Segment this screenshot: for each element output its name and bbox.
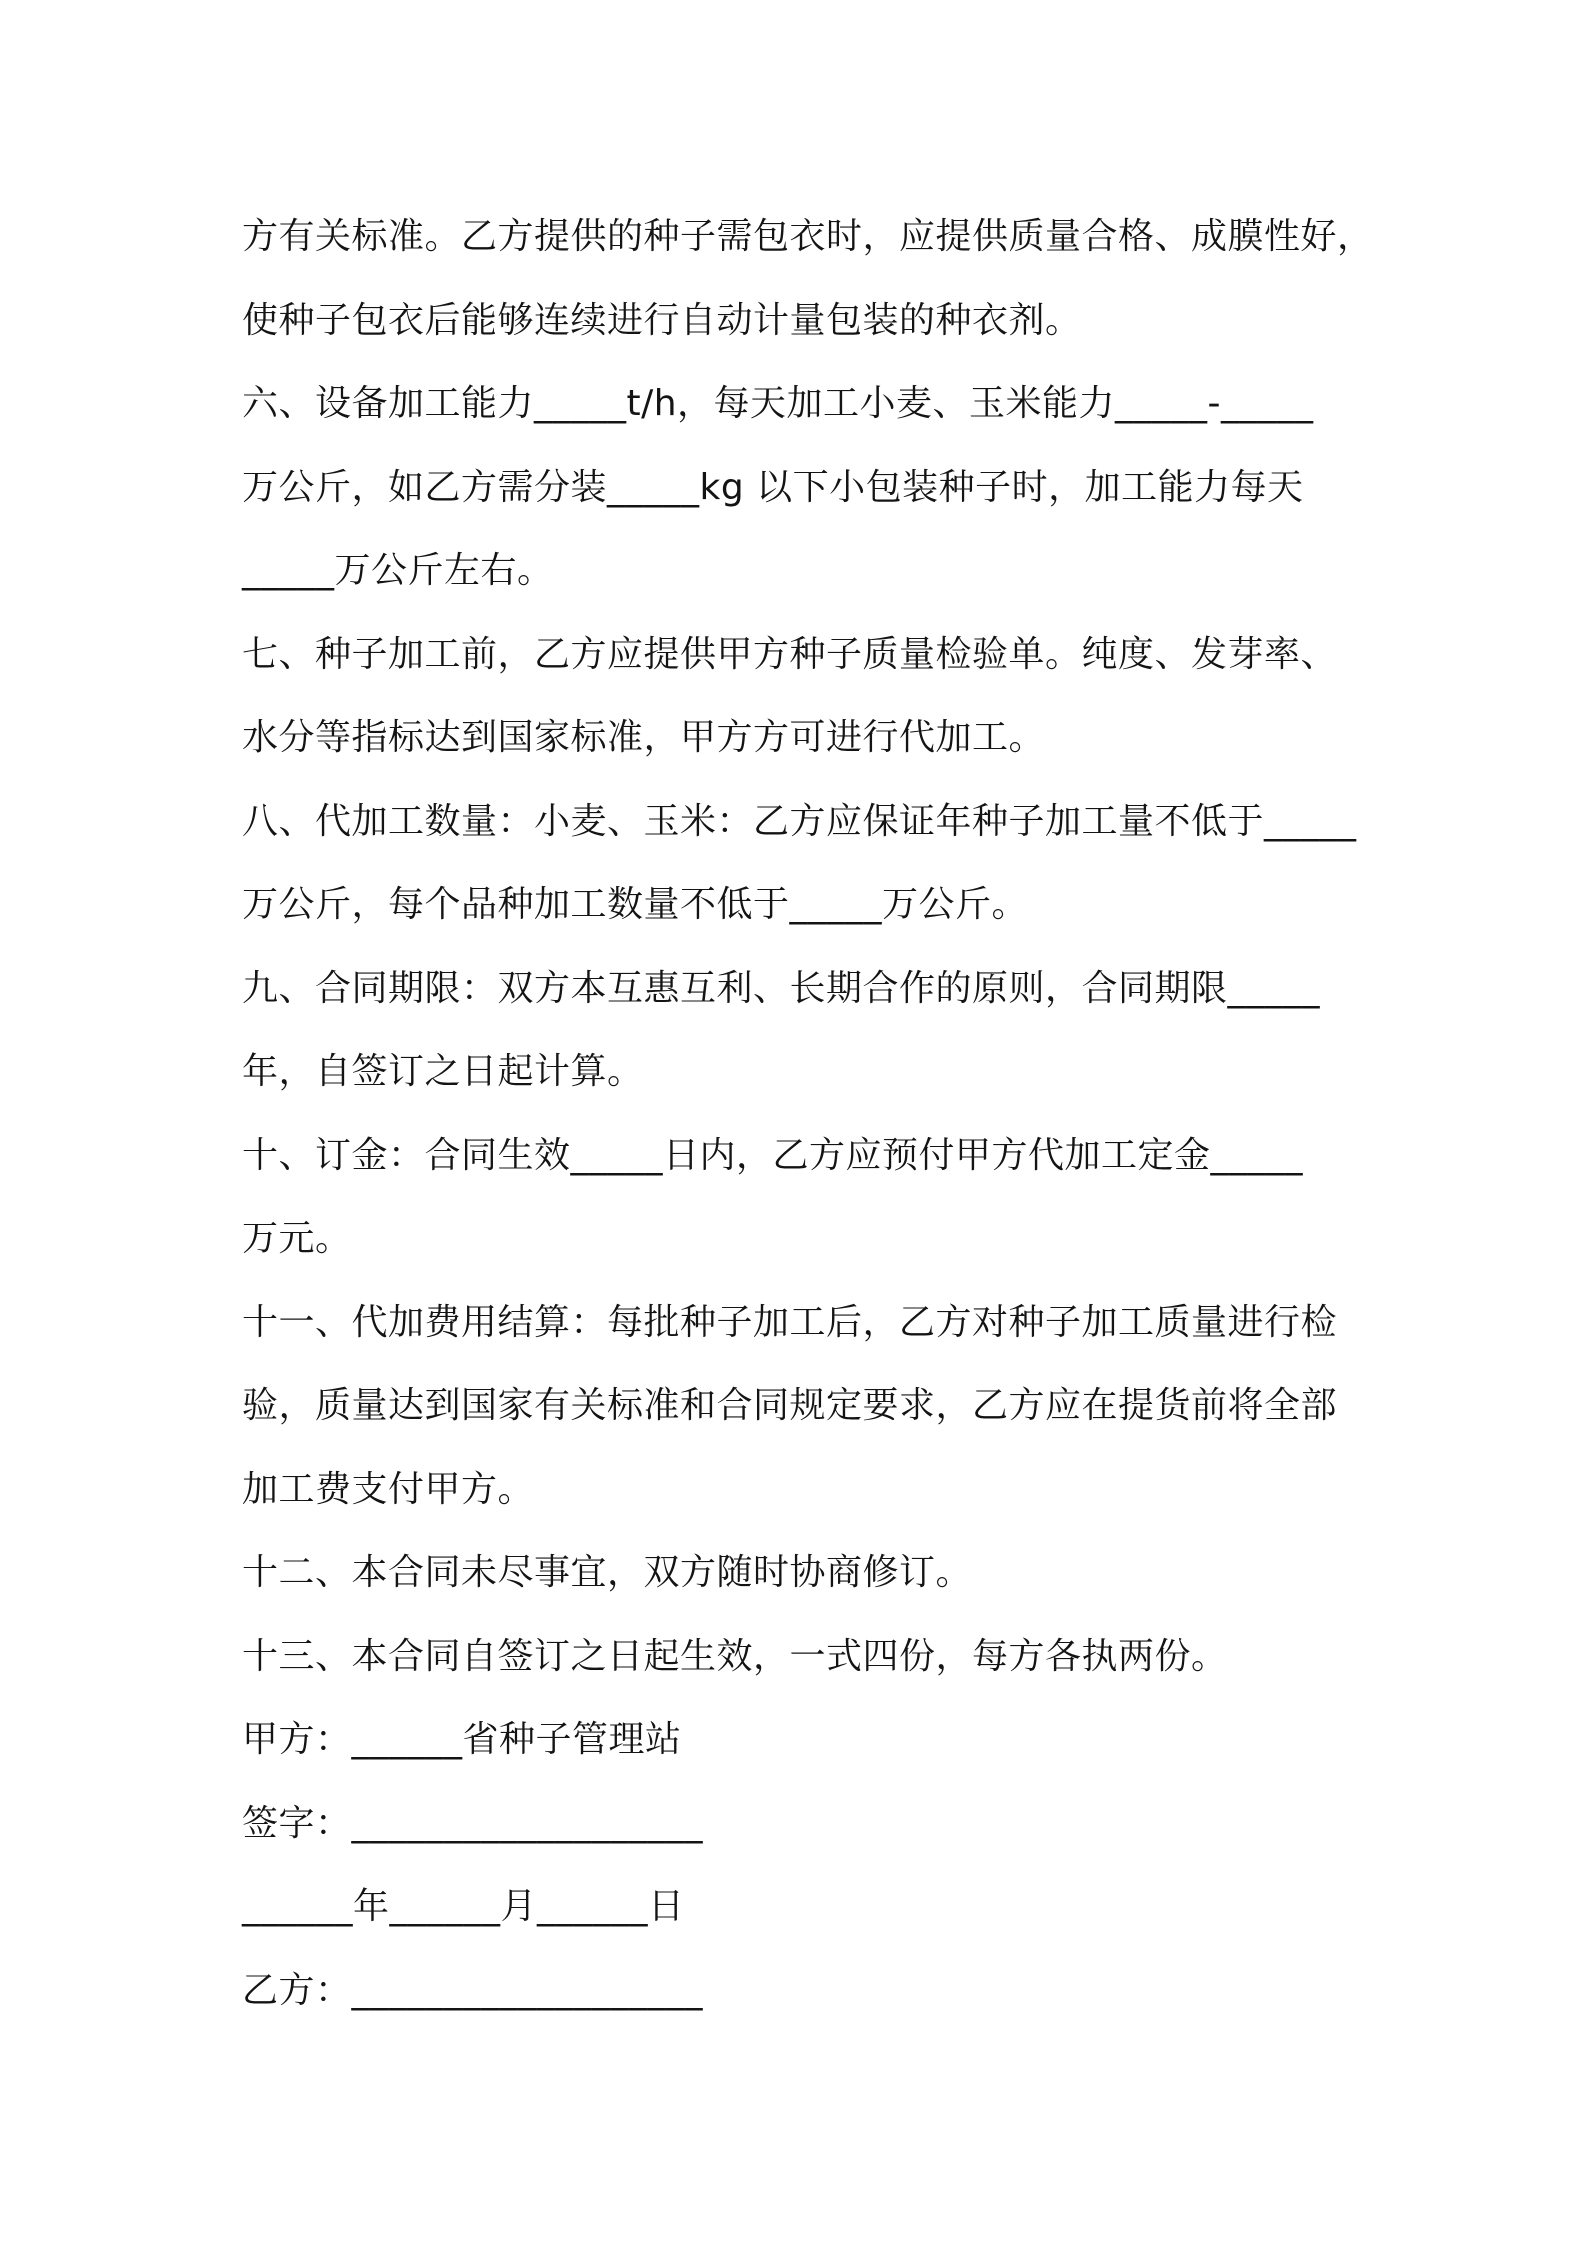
text-line: 水分等指标达到国家标准，甲方方可进行代加工。 xyxy=(242,717,1046,758)
clause-6-processing-capacity: 六、设备加工能力_____t/h，每天加工小麦、玉米能力_____-_____ xyxy=(242,383,1314,424)
text-line: _____万公斤左右。 xyxy=(242,550,554,591)
text-line: 万公斤，如乙方需分装_____kg 以下小包装种子时，加工能力每天 xyxy=(242,466,1304,508)
clause-9-contract-term: 九、合同期限：双方本互惠互利、长期合作的原则，合同期限_____ xyxy=(242,967,1321,1009)
party-a-line: 甲方：______省种子管理站 xyxy=(242,1719,682,1760)
text-line: 方有关标准。乙方提供的种子需包衣时，应提供质量合格、成膜性好， xyxy=(242,216,1374,257)
clause-11-settlement: 十一、代加费用结算：每批种子加工后，乙方对种子加工质量进行检 xyxy=(242,1301,1338,1343)
clause-13-effective: 十三、本合同自签订之日起生效，一式四份，每方各执两份。 xyxy=(242,1635,1228,1677)
party-b-line: 乙方：___________________ xyxy=(242,1969,704,2011)
signature-line: 签字：___________________ xyxy=(242,1802,704,1844)
clause-8-processing-quantity: 八、代加工数量：小麦、玉米：乙方应保证年种子加工量不低于_____ xyxy=(242,800,1357,842)
contract-body xyxy=(242,195,1374,2032)
text-line: 验，质量达到国家有关标准和合同规定要求，乙方应在提货前将全部 xyxy=(242,1385,1338,1426)
text-line: 年，自签订之日起计算。 xyxy=(242,1051,644,1092)
clause-10-deposit: 十、订金：合同生效_____日内，乙方应预付甲方代加工定金_____ xyxy=(242,1134,1304,1176)
text-line: 加工费支付甲方。 xyxy=(242,1468,535,1510)
text-line: 使种子包衣后能够连续进行自动计量包装的种衣剂。 xyxy=(242,299,1082,341)
text-line: 万元。 xyxy=(242,1218,352,1259)
clause-12-amendments: 十二、本合同未尽事宜，双方随时协商修订。 xyxy=(242,1552,973,1593)
clause-7-quality-inspection: 七、种子加工前，乙方应提供甲方种子质量检验单。纯度、发芽率、 xyxy=(242,633,1338,675)
text-line: 万公斤，每个品种加工数量不低于_____万公斤。 xyxy=(242,884,1029,925)
date-line: ______年______月______日 xyxy=(242,1886,685,1927)
